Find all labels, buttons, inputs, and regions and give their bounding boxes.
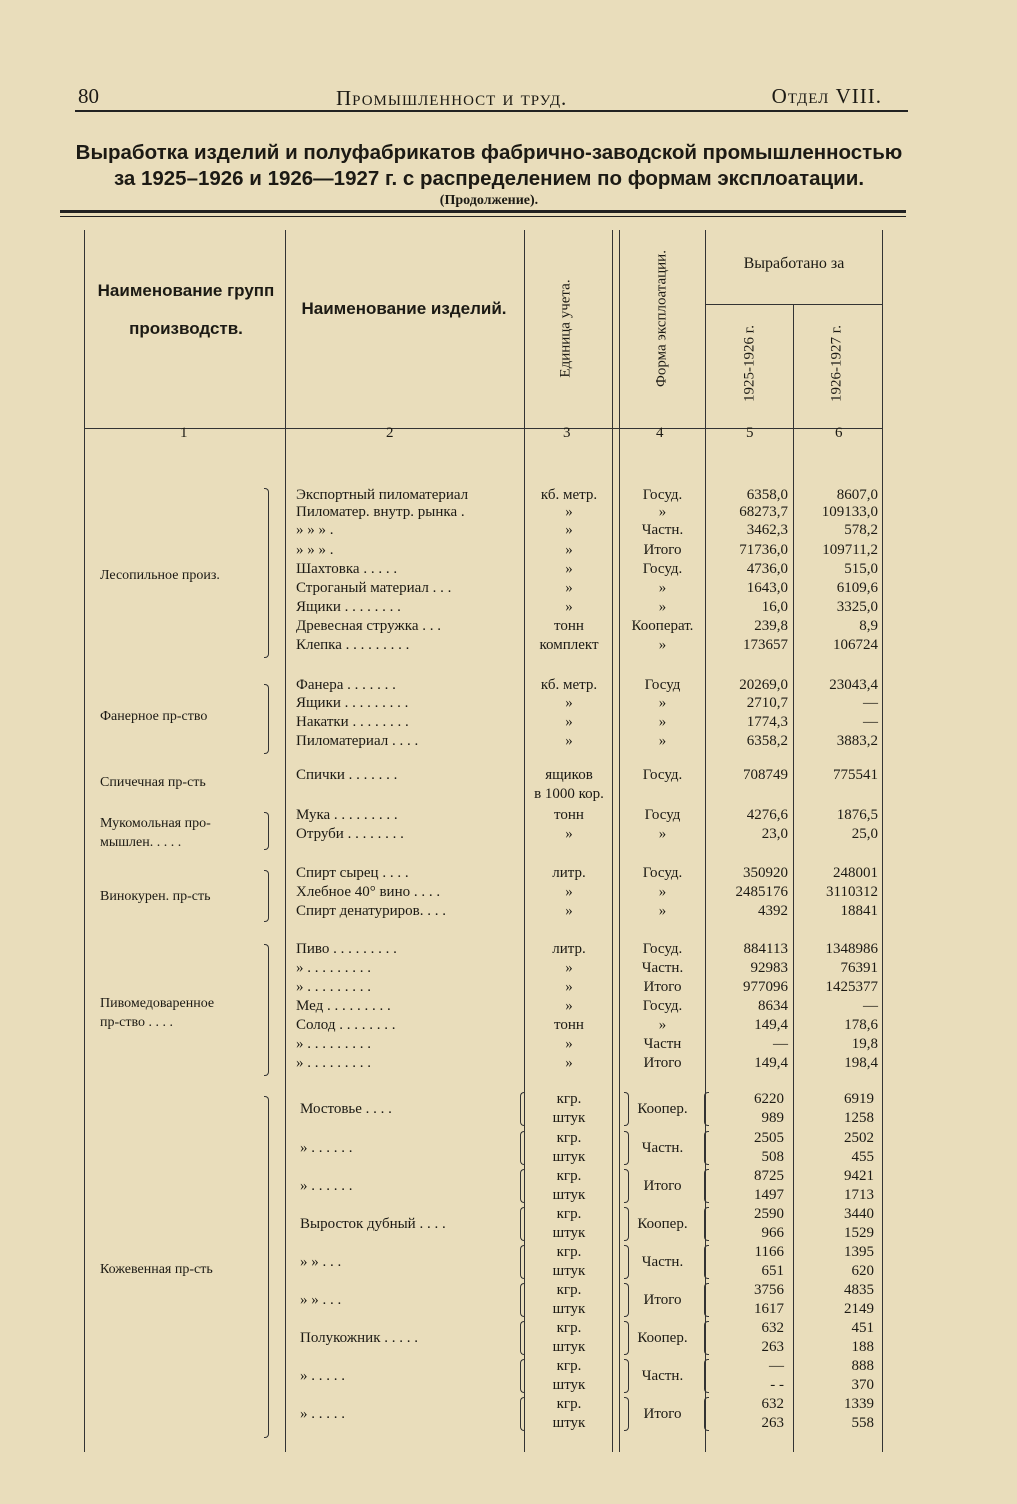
product-name: » » . . . <box>300 1254 342 1270</box>
form-cell: Госуд. <box>642 487 683 503</box>
unit-cell: тонн <box>554 618 584 634</box>
form-cell: Частн. <box>641 960 684 976</box>
value-1925-1926: 263 <box>761 1415 784 1431</box>
row-brace <box>624 1359 629 1393</box>
row-brace <box>704 1359 709 1393</box>
unit-cell: штук <box>552 1225 586 1241</box>
unit-cell: » <box>565 979 573 995</box>
value-1925-1926: 708749 <box>743 767 788 783</box>
form-cell: Коопер. <box>637 1101 688 1117</box>
product-name: Спички . . . . . . . <box>296 767 398 783</box>
form-cell: Итого <box>643 1406 682 1422</box>
value-1925-1926: 632 <box>761 1320 784 1336</box>
value-1926-1927: 451 <box>851 1320 874 1336</box>
row-brace <box>520 1283 525 1317</box>
form-cell: Итого <box>643 1292 682 1308</box>
group-name: Кожевенная пр-сть <box>100 1262 213 1277</box>
title-line-2: за 1925–1926 и 1926—1927 г. с распределением по формам эксплоатации. <box>113 167 865 190</box>
value-1925-1926: 2485176 <box>735 884 788 900</box>
unit-cell: штук <box>552 1377 586 1393</box>
row-brace <box>520 1245 525 1279</box>
product-name: Ящики . . . . . . . . <box>296 599 401 615</box>
row-brace <box>624 1321 629 1355</box>
value-1925-1926: 71736,0 <box>739 542 788 558</box>
product-name: Пиво . . . . . . . . . <box>296 941 397 957</box>
row-brace <box>520 1397 525 1431</box>
value-1925-1926: 350920 <box>743 865 788 881</box>
value-1925-1926: 3756 <box>754 1282 784 1298</box>
product-name: Накатки . . . . . . . . <box>296 714 409 730</box>
product-name: » » » . <box>296 522 334 538</box>
colnum-4: 4 <box>656 425 664 441</box>
group-name: мышлен. . . . . <box>100 835 182 850</box>
unit-cell: » <box>565 714 573 730</box>
form-cell: Госуд. <box>642 941 683 957</box>
product-name: Мед . . . . . . . . . <box>296 998 391 1014</box>
value-1926-1927: 109133,0 <box>821 504 878 520</box>
unit-cell: литр. <box>552 941 586 957</box>
unit-cell: штук <box>552 1187 586 1203</box>
value-1925-1926: 68273,7 <box>739 504 788 520</box>
unit-cell: штук <box>552 1110 586 1126</box>
value-1925-1926: 884113 <box>743 941 788 957</box>
row-brace <box>624 1245 629 1279</box>
value-1925-1926: 239,8 <box>754 618 788 634</box>
value-1925-1926: 23,0 <box>761 826 788 842</box>
product-name: » . . . . . . . . . <box>296 960 371 976</box>
header-unit: Единица учета. <box>557 279 574 378</box>
value-1925-1926: 977096 <box>743 979 788 995</box>
value-1926-1927: 6109,6 <box>836 580 878 596</box>
unit-cell: » <box>565 542 573 558</box>
product-name: » . . . . . . . . . <box>296 1036 371 1052</box>
unit-cell: кб. метр. <box>540 487 598 503</box>
row-brace <box>704 1321 709 1355</box>
unit-cell: » <box>565 903 573 919</box>
form-cell: Частн <box>643 1036 682 1052</box>
row-brace <box>704 1131 709 1165</box>
value-1925-1926: 6220 <box>754 1091 784 1107</box>
value-1925-1926: - - <box>770 1377 784 1393</box>
value-1926-1927: 3110312 <box>826 884 878 900</box>
group-name: Винокурен. пр-сть <box>100 889 211 904</box>
value-1925-1926: 4276,6 <box>746 807 788 823</box>
value-1926-1927: — <box>863 714 878 730</box>
unit-cell: » <box>565 504 573 520</box>
product-name: » . . . . . <box>300 1368 345 1384</box>
colnum-3: 3 <box>563 425 571 441</box>
row-brace <box>704 1397 709 1431</box>
row-brace <box>624 1397 629 1431</box>
value-1925-1926: 4392 <box>758 903 788 919</box>
value-1925-1926: 2590 <box>754 1206 784 1222</box>
unit-cell: в 1000 кор. <box>534 786 604 802</box>
unit-cell: штук <box>552 1339 586 1355</box>
value-1926-1927: 106724 <box>833 637 878 653</box>
value-1926-1927: 620 <box>851 1263 874 1279</box>
value-1926-1927: 8607,0 <box>836 487 878 503</box>
value-1926-1927: 178,6 <box>844 1017 878 1033</box>
colnum-5: 5 <box>746 425 754 441</box>
value-1926-1927: 19,8 <box>851 1036 878 1052</box>
product-name: » . . . . . . . . . <box>296 1055 371 1071</box>
product-name: Фанера . . . . . . . <box>296 677 396 693</box>
form-cell: Частн. <box>641 1368 684 1384</box>
value-1926-1927: 8,9 <box>859 618 878 634</box>
unit-cell: » <box>565 599 573 615</box>
col-divider-3 <box>612 230 613 1452</box>
unit-cell: кб. метр. <box>540 677 598 693</box>
row-brace <box>624 1283 629 1317</box>
value-1925-1926: 651 <box>761 1263 784 1279</box>
value-1926-1927: 370 <box>851 1377 874 1393</box>
unit-cell: » <box>565 884 573 900</box>
section-label: Отдел VIII. <box>771 84 882 108</box>
title-line-1: Выработка изделий и полуфабрикатов фабрично-заводской промышленностью <box>75 141 903 164</box>
product-name: Выросток дубный . . . . <box>300 1216 446 1232</box>
value-1926-1927: 109711,2 <box>822 542 878 558</box>
product-name: Ящики . . . . . . . . . <box>296 695 409 711</box>
value-1926-1927: 76391 <box>840 960 878 976</box>
row-brace <box>704 1169 709 1203</box>
value-1926-1927: 1395 <box>844 1244 874 1260</box>
product-name: » . . . . . . <box>300 1140 353 1156</box>
product-name: Мостовье . . . . <box>300 1101 392 1117</box>
header-subrule <box>705 304 882 305</box>
unit-cell: кгр. <box>556 1244 582 1260</box>
form-cell: » <box>658 714 667 730</box>
form-cell: Госуд <box>644 807 681 823</box>
product-name: Мука . . . . . . . . . <box>296 807 398 823</box>
value-1926-1927: 9421 <box>844 1168 874 1184</box>
unit-cell: штук <box>552 1149 586 1165</box>
product-name: Полукожник . . . . . <box>300 1330 418 1346</box>
page-number: 80 <box>78 84 99 108</box>
form-cell: » <box>658 1017 667 1033</box>
unit-cell: » <box>565 998 573 1014</box>
form-cell: » <box>658 884 667 900</box>
unit-cell: штук <box>552 1415 586 1431</box>
form-cell: Госуд. <box>642 561 683 577</box>
group-name: Фанерное пр-ство <box>100 709 208 724</box>
row-brace <box>704 1207 709 1241</box>
product-name: Древесная стружка . . . <box>296 618 441 634</box>
form-cell: » <box>658 733 667 749</box>
unit-cell: ящиков <box>545 767 593 783</box>
value-1925-1926: 4736,0 <box>746 561 788 577</box>
header-bottom-rule <box>84 428 882 429</box>
value-1925-1926: — <box>769 1358 784 1374</box>
value-1926-1927: 198,4 <box>844 1055 878 1071</box>
value-1925-1926: 966 <box>761 1225 784 1241</box>
row-brace <box>704 1092 709 1126</box>
product-name: » . . . . . . <box>300 1178 353 1194</box>
form-cell: Итого <box>643 542 682 558</box>
unit-cell: кгр. <box>556 1396 582 1412</box>
value-1926-1927: 1258 <box>844 1110 874 1126</box>
value-1925-1926: 1166 <box>754 1244 784 1260</box>
product-name: » . . . . . <box>300 1406 345 1422</box>
row-brace <box>624 1169 629 1203</box>
unit-cell: кгр. <box>556 1206 582 1222</box>
product-name: Спирт сырец . . . . <box>296 865 409 881</box>
unit-cell: » <box>565 1055 573 1071</box>
unit-cell: кгр. <box>556 1358 582 1374</box>
row-brace <box>624 1131 629 1165</box>
group-name: пр-ство . . . . <box>100 1015 174 1030</box>
value-1926-1927: 3883,2 <box>836 733 878 749</box>
colnum-1: 1 <box>180 425 188 441</box>
row-brace <box>520 1092 525 1126</box>
value-1925-1926: 1774,3 <box>746 714 788 730</box>
header-rule <box>75 110 908 112</box>
running-title: Промышленност и труд. <box>336 86 568 110</box>
row-brace <box>520 1131 525 1165</box>
value-1925-1926: 508 <box>761 1149 784 1165</box>
group-name: Мукомольная про- <box>100 816 211 831</box>
value-1926-1927: 25,0 <box>851 826 878 842</box>
form-cell: Госуд. <box>642 998 683 1014</box>
form-cell: Госуд <box>644 677 681 693</box>
value-1925-1926: — <box>773 1036 788 1052</box>
colnum-2: 2 <box>386 425 394 441</box>
form-cell: Кооперат. <box>631 618 694 634</box>
unit-cell: литр. <box>552 865 586 881</box>
table-border-left <box>84 230 85 1452</box>
value-1925-1926: 1617 <box>754 1301 784 1317</box>
unit-cell: » <box>565 733 573 749</box>
value-1926-1927: 1876,5 <box>836 807 878 823</box>
form-cell: Коопер. <box>637 1330 688 1346</box>
value-1925-1926: 92983 <box>750 960 788 976</box>
header-year-1: 1925-1926 г. <box>741 325 758 402</box>
product-name: » . . . . . . . . . <box>296 979 371 995</box>
row-brace <box>624 1092 629 1126</box>
value-1925-1926: 632 <box>761 1396 784 1412</box>
value-1926-1927: — <box>863 998 878 1014</box>
value-1926-1927: 6919 <box>844 1091 874 1107</box>
value-1925-1926: 149,4 <box>754 1055 788 1071</box>
value-1925-1926: 8725 <box>754 1168 784 1184</box>
product-name: Пиломатер. внутр. рынка . <box>296 504 465 520</box>
form-cell: Коопер. <box>637 1216 688 1232</box>
form-cell: Госуд. <box>642 865 683 881</box>
value-1926-1927: 558 <box>851 1415 874 1431</box>
group-brace <box>264 870 269 922</box>
group-name: Спичечная пр-сть <box>100 775 206 790</box>
product-name: Хлебное 40° вино . . . . <box>296 884 441 900</box>
group-brace <box>264 944 269 1076</box>
row-brace <box>624 1207 629 1241</box>
group-brace <box>264 684 269 754</box>
group-name: Лесопильное произ. <box>100 568 220 583</box>
value-1926-1927: 2149 <box>844 1301 874 1317</box>
form-cell: » <box>658 580 667 596</box>
value-1925-1926: 20269,0 <box>739 677 788 693</box>
value-1926-1927: 888 <box>851 1358 874 1374</box>
header-produced: Выработано за <box>743 255 845 272</box>
group-brace <box>264 488 269 658</box>
value-1925-1926: 989 <box>761 1110 784 1126</box>
product-name: Клепка . . . . . . . . . <box>296 637 410 653</box>
unit-cell: комплект <box>539 637 599 653</box>
value-1925-1926: 173657 <box>743 637 788 653</box>
row-brace <box>520 1359 525 1393</box>
unit-cell: » <box>565 695 573 711</box>
value-1926-1927: 578,2 <box>844 522 878 538</box>
value-1926-1927: 188 <box>851 1339 874 1355</box>
unit-cell: кгр. <box>556 1168 582 1184</box>
value-1925-1926: 6358,0 <box>746 487 788 503</box>
group-brace <box>264 1096 269 1438</box>
product-name: Строганый материал . . . <box>296 580 452 596</box>
row-brace <box>520 1321 525 1355</box>
value-1925-1926: 263 <box>761 1339 784 1355</box>
value-1926-1927: 1425377 <box>825 979 878 995</box>
product-name: Солод . . . . . . . . <box>296 1017 396 1033</box>
header-form: Форма эксплоатации. <box>653 250 670 387</box>
product-name: Экспортный пиломатериал <box>296 487 469 503</box>
value-1926-1927: 3325,0 <box>836 599 878 615</box>
value-1925-1926: 149,4 <box>754 1017 788 1033</box>
value-1926-1927: 1348986 <box>825 941 878 957</box>
value-1926-1927: — <box>863 695 878 711</box>
product-name: Шахтовка . . . . . <box>296 561 398 577</box>
unit-cell: штук <box>552 1301 586 1317</box>
unit-cell: кгр. <box>556 1282 582 1298</box>
row-brace <box>704 1283 709 1317</box>
value-1926-1927: 1713 <box>844 1187 874 1203</box>
value-1926-1927: 23043,4 <box>829 677 878 693</box>
form-cell: » <box>658 504 667 520</box>
product-name: Отруби . . . . . . . . <box>296 826 404 842</box>
title-rule-thin <box>60 216 906 217</box>
form-cell: Частн. <box>641 522 684 538</box>
continuation-note: (Продолжение). <box>439 193 539 208</box>
value-1925-1926: 16,0 <box>761 599 788 615</box>
value-1925-1926: 2505 <box>754 1130 784 1146</box>
unit-cell: » <box>565 522 573 538</box>
value-1926-1927: 1339 <box>844 1396 874 1412</box>
unit-cell: кгр. <box>556 1320 582 1336</box>
value-1926-1927: 3440 <box>844 1206 874 1222</box>
value-1926-1927: 2502 <box>844 1130 874 1146</box>
unit-cell: » <box>565 826 573 842</box>
product-name: » » » . <box>296 542 334 558</box>
form-cell: Частн. <box>641 1140 684 1156</box>
col-divider-1 <box>285 230 286 1452</box>
value-1925-1926: 1643,0 <box>746 580 788 596</box>
header-group: Наименование групп производств. <box>97 281 275 338</box>
form-cell: » <box>658 903 667 919</box>
form-cell: » <box>658 637 667 653</box>
table-border-right <box>882 230 883 1452</box>
form-cell: Итого <box>643 979 682 995</box>
value-1925-1926: 6358,2 <box>746 733 788 749</box>
product-name: Пиломатериал . . . . <box>296 733 419 749</box>
unit-cell: кгр. <box>556 1130 582 1146</box>
form-cell: » <box>658 599 667 615</box>
header-product: Наименование изделий. <box>301 299 507 318</box>
unit-cell: » <box>565 1036 573 1052</box>
product-name: Спирт денатуриров. . . . <box>296 903 446 919</box>
row-brace <box>520 1169 525 1203</box>
title-rule-thick <box>60 210 906 213</box>
row-brace <box>520 1207 525 1241</box>
unit-cell: » <box>565 580 573 596</box>
value-1925-1926: 3462,3 <box>746 522 788 538</box>
value-1926-1927: 515,0 <box>844 561 878 577</box>
row-brace <box>704 1245 709 1279</box>
header-year-2: 1926-1927 г. <box>828 325 845 402</box>
unit-cell: » <box>565 960 573 976</box>
form-cell: Частн. <box>641 1254 684 1270</box>
colnum-6: 6 <box>835 425 843 441</box>
form-cell: Итого <box>643 1055 682 1071</box>
value-1926-1927: 4835 <box>844 1282 874 1298</box>
value-1925-1926: 2710,7 <box>746 695 788 711</box>
value-1926-1927: 1529 <box>844 1225 874 1241</box>
form-cell: » <box>658 826 667 842</box>
form-cell: » <box>658 695 667 711</box>
unit-cell: штук <box>552 1263 586 1279</box>
value-1926-1927: 248001 <box>833 865 878 881</box>
form-cell: Итого <box>643 1178 682 1194</box>
unit-cell: » <box>565 561 573 577</box>
table-title <box>54 140 924 192</box>
group-name: Пивомедоваренное <box>100 996 215 1011</box>
form-cell: Госуд. <box>642 767 683 783</box>
product-name: » » . . . <box>300 1292 342 1308</box>
value-1926-1927: 18841 <box>840 903 878 919</box>
unit-cell: кгр. <box>556 1091 582 1107</box>
value-1926-1927: 775541 <box>833 767 878 783</box>
unit-cell: тонн <box>554 807 584 823</box>
unit-cell: тонн <box>554 1017 584 1033</box>
value-1925-1926: 1497 <box>754 1187 784 1203</box>
value-1926-1927: 455 <box>851 1149 874 1165</box>
group-brace <box>264 812 269 850</box>
value-1925-1926: 8634 <box>758 998 788 1014</box>
